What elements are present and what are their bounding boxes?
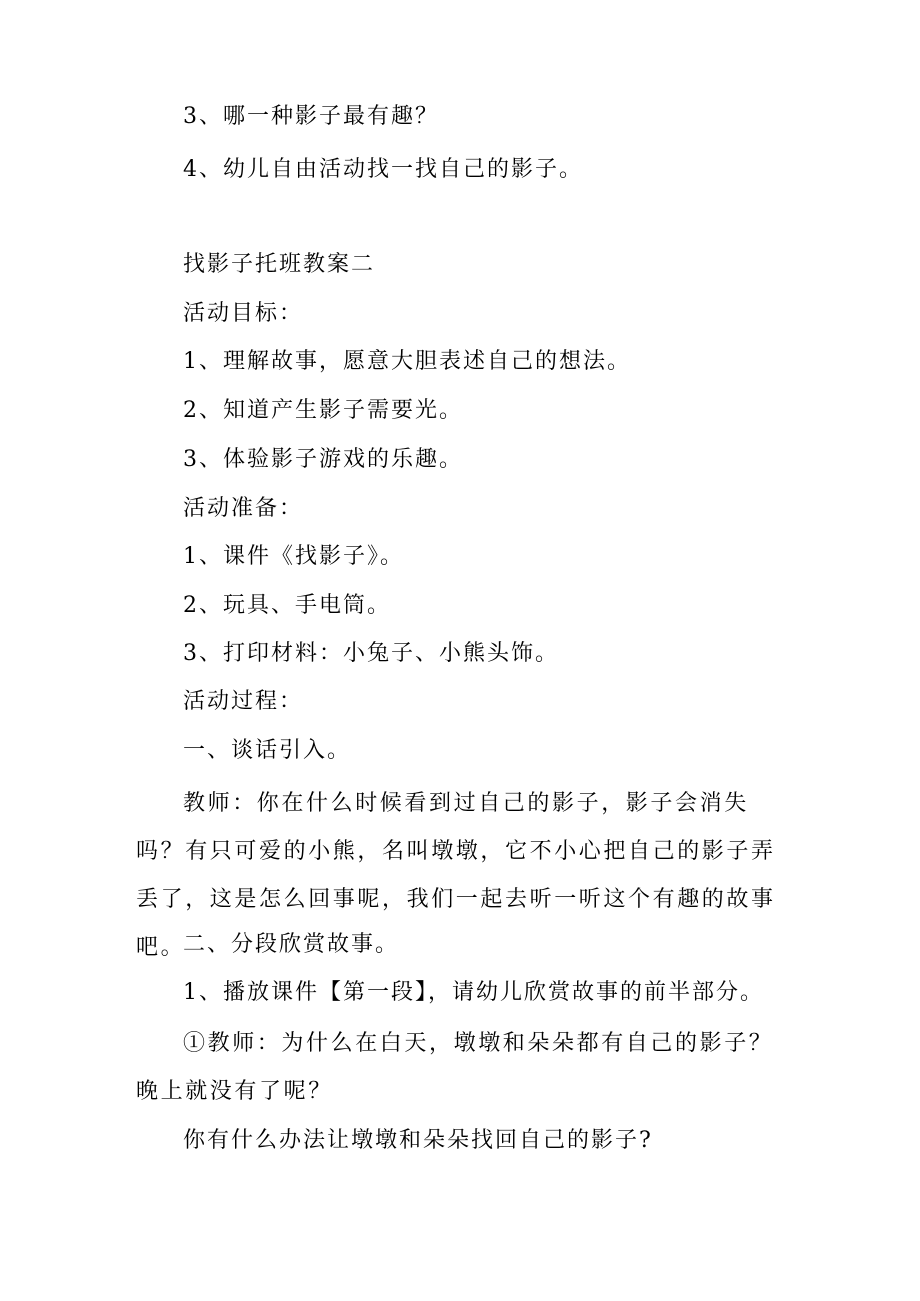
heading-activity-preparation: 活动准备： bbox=[183, 496, 304, 521]
goal-item-1: 1、理解故事，愿意大胆表述自己的想法。 bbox=[183, 349, 631, 374]
story-step-1: 1、播放课件【第一段】，请幼儿欣赏故事的前半部分。 bbox=[183, 980, 764, 1005]
heading-activity-process: 活动过程： bbox=[183, 689, 304, 714]
doc-line-activity-4: 4、幼儿自由活动找一找自己的影子。 bbox=[183, 157, 583, 182]
section-title: 找影子托班教案二 bbox=[183, 252, 376, 277]
prep-item-2: 2、玩具、手电筒。 bbox=[183, 593, 391, 618]
closing-question: 你有什么办法让墩墩和朵朵找回自己的影子? bbox=[183, 1128, 653, 1153]
goal-item-2: 2、知道产生影子需要光。 bbox=[183, 398, 463, 423]
prep-item-1: 1、课件《找影子》。 bbox=[183, 544, 404, 569]
goal-item-3: 3、体验影子游戏的乐趣。 bbox=[183, 447, 463, 472]
process-step-intro: 一、谈话引入。 bbox=[183, 738, 352, 763]
paragraph-question bbox=[136, 1020, 796, 1116]
paragraph-teacher-text: 教师：你在什么时候看到过自己的影子，影子会消失吗？有只可爱的小熊，名叫墩墩，它不小心把自己的影子弄丢了，这是怎么回事呢，我们一起去听一听这个有趣的故事吧。 bbox=[136, 791, 776, 960]
paragraph-question-text: ①教师：为什么在白天，墩墩和朵朵都有自己的影子？晚上就没有了呢？ bbox=[136, 1031, 774, 1104]
heading-activity-goals: 活动目标： bbox=[183, 301, 304, 326]
prep-item-3: 3、打印材料：小兔子、小熊头饰。 bbox=[183, 641, 559, 666]
process-step-story: 二、分段欣赏故事。 bbox=[183, 932, 400, 957]
doc-line-question-3: 3、哪一种影子最有趣？ bbox=[183, 104, 439, 129]
